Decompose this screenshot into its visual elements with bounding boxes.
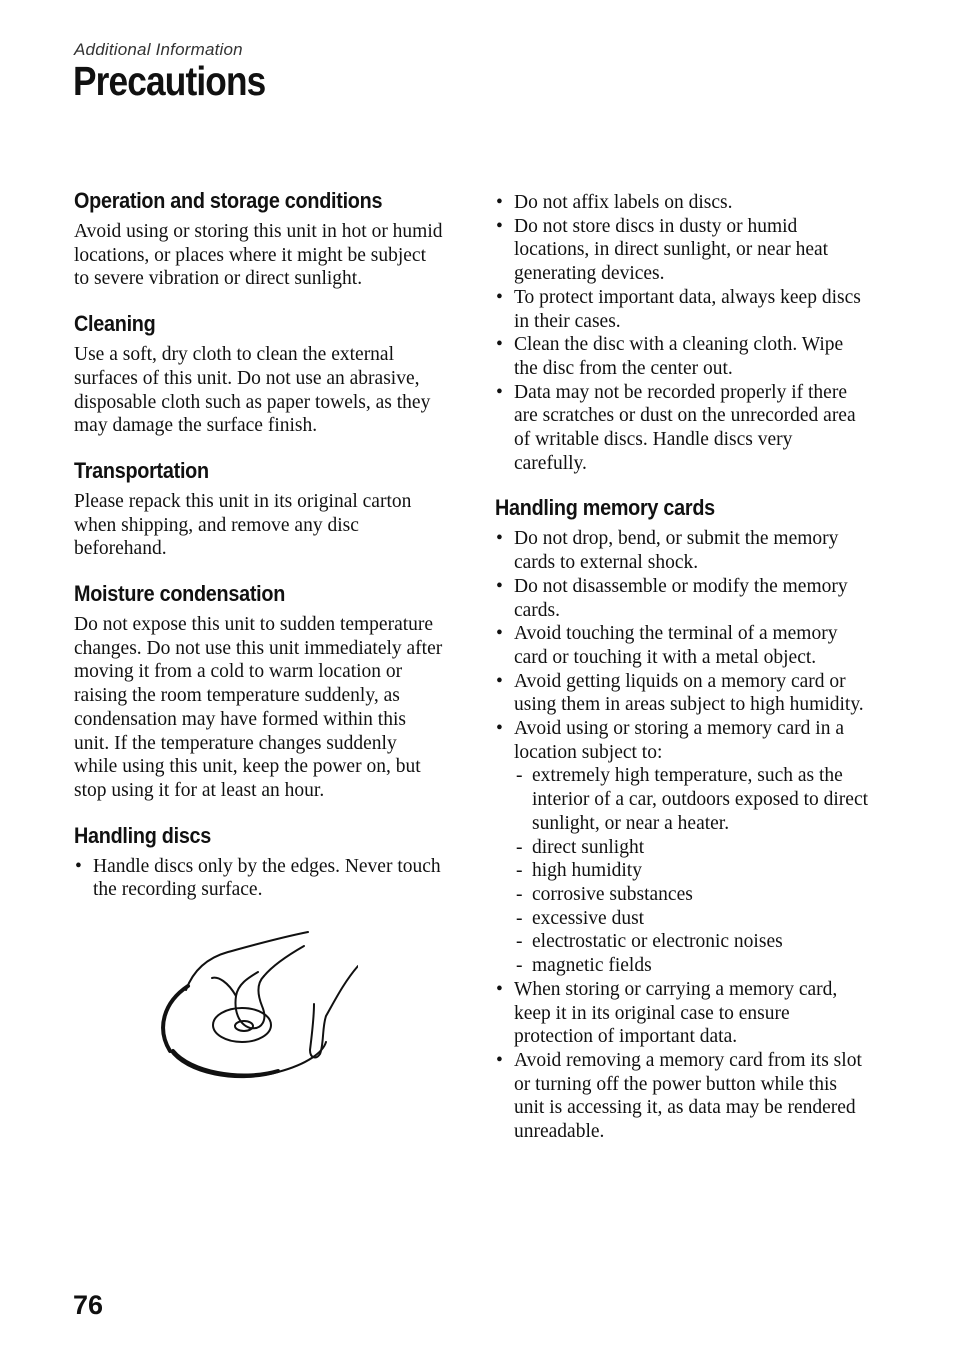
section-operation: [74, 188, 444, 291]
list-item: • When storing or carrying a memory card, keep it in its original case to ensure protection of important data.: [495, 978, 870, 1049]
heading-transportation: Transportation: [74, 457, 209, 483]
sublist-item: - high humidity: [514, 859, 870, 883]
list-item: • Clean the disc with a cleaning cloth. Wipe the disc from the center out.: [495, 333, 870, 380]
sublist-item: - extremely high temperature, such as the interior of a car, outdoors exposed to direct sunlight, or near a heater.: [514, 764, 870, 835]
heading-cleaning: Cleaning: [74, 311, 156, 337]
sublist-item: - corrosive substances: [514, 883, 870, 907]
list-item: • Avoid getting liquids on a memory card or using them in areas subject to high humidity.: [495, 670, 870, 717]
page-title: Precautions: [73, 58, 266, 104]
page-number: 76: [73, 1290, 104, 1320]
location-intro: Avoid using or storing a memory card in a location subject to:: [514, 718, 844, 763]
text-cleaning: Use a soft, dry cloth to clean the external surfaces of this unit. Do not use an abrasive, disposable cloth such as paper towels, as they may damage the surface finish.: [74, 344, 431, 437]
heading-memory-cards: Handling memory cards: [495, 495, 715, 521]
list-item: • Do not store discs in dusty or humid locations, in direct sunlight, or near heat generating devices.: [495, 215, 870, 286]
section-discs: [74, 823, 444, 1084]
section-memory-cards: [495, 495, 870, 1143]
list-item: • Avoid removing a memory card from its slot or turning off the power button while this unit is accessing it, as data may be rendered unreadable.: [495, 1049, 870, 1144]
disc-bullet-list: [74, 855, 444, 902]
list-item: • Data may not be recorded properly if there are scratches or dust on the unrecorded area of writable discs. Handle discs very carefully.: [495, 381, 870, 476]
list-item: • To protect important data, always keep discs in their cases.: [495, 286, 870, 333]
sublist-item: - excessive dust: [514, 907, 870, 931]
section-moisture: [74, 581, 444, 803]
memory-card-list: [495, 527, 870, 1143]
text-transportation: Please repack this unit in its original carton when shipping, and remove any disc beforehand.: [74, 490, 412, 560]
heading-operation: Operation and storage conditions: [74, 188, 383, 213]
heading-discs: Handling discs: [74, 822, 212, 848]
list-item: • Handle discs only by the edges. Never touch the recording surface.: [74, 855, 444, 902]
location-sublist: [514, 764, 870, 977]
section-disc-care: [495, 191, 870, 475]
sublist-item: - direct sunlight: [514, 836, 870, 860]
section-cleaning: [74, 311, 444, 438]
list-item: • Do not drop, bend, or submit the memory cards to external shock.: [495, 527, 870, 574]
text-operation: Avoid using or storing this unit in hot or humid locations, or places where it might be subject to severe vibration or direct sunlight.: [74, 221, 443, 290]
right-column: [495, 191, 870, 1164]
sublist-item: - electrostatic or electronic noises: [514, 930, 870, 954]
heading-moisture: Moisture condensation: [74, 581, 286, 607]
list-item: • Do not disassemble or modify the memory cards.: [495, 575, 870, 622]
sublist-item: - magnetic fields: [514, 954, 870, 978]
section-transportation: [74, 458, 444, 561]
section-label: Additional Information: [74, 40, 243, 59]
left-column: [74, 188, 444, 1104]
text-moisture: Do not expose this unit to sudden temperature changes. Do not use this unit immediately after moving it from a cold to warm location or raising the room temperature suddenly, as condensation may have formed within this unit. If the temperature changes suddenly while using this unit, keep the power on, but stop using it for at least an hour.: [74, 614, 443, 801]
hand-holding-disc-illustration: [158, 924, 358, 1084]
disc-care-list: [495, 191, 870, 475]
list-item: • Avoid touching the terminal of a memory card or touching it with a metal object.: [495, 622, 870, 669]
list-item: • Do not affix labels on discs.: [495, 191, 870, 215]
list-item-location: [495, 717, 870, 978]
